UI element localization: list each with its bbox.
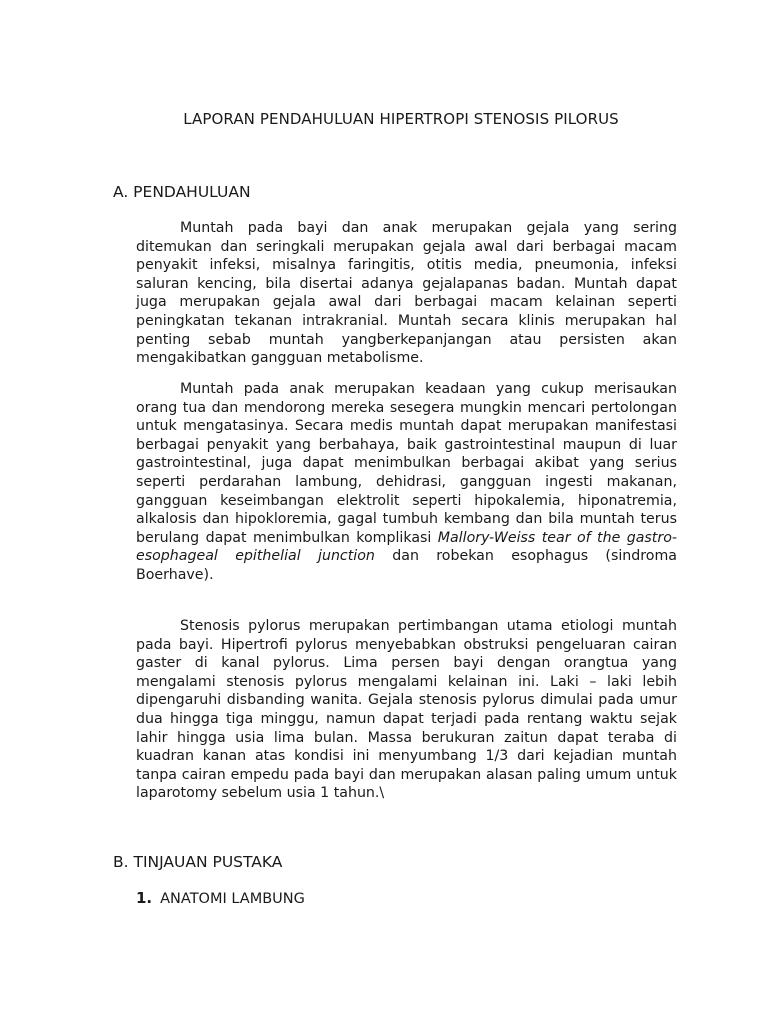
paragraph-2-text-end: dan robekan esophagus (sindroma Boerhave). <box>136 548 677 583</box>
list-item-label: ANATOMI LAMBUNG <box>160 891 305 907</box>
section-b-heading: B. TINJAUAN PUSTAKA <box>113 853 283 871</box>
section-a-heading: A. PENDAHULUAN <box>113 183 251 201</box>
list-item-number: 1. <box>136 889 153 907</box>
paragraph-2 <box>136 380 677 585</box>
paragraph-2-text-start: Muntah pada anak merupakan keadaan yang cukup merisaukan orang tua dan mendorong mereka sesegera mungkin mencari pertolongan untuk mengatasinya. Secara medis muntah dapat merupakan manifestasi berbagai penyakit yang berbahaya, baik gastrointestinal maupun di luar gastrointestinal, juga dapat menimbulkan berbagai akibat yang serius seperti perdarahan lambung, dehidrasi, gangguan ingesti makanan, gangguan keseimbangan elektrolit seperti hipokalemia, hiponatremia, alkalosis dan hipokloremia, gagal tumbuh kembang dan bila muntah terus berulang dapat menimbulkan komplikasi <box>136 381 677 546</box>
document-title: LAPORAN PENDAHULUAN HIPERTROPI STENOSIS PILORUS <box>183 110 619 128</box>
paragraph-3: Stenosis pylorus merupakan pertimbangan utama etiologi muntah pada bayi. Hipertrofi pylorus menyebabkan obstruksi pengeluaran cairan gaster di kanal pylorus. Lima persen bayi dengan orangtua yang mengalami stenosis pylorus mengalami kelainan ini. Laki – laki lebih dipengaruhi disbanding wanita. Gejala stenosis pylorus dimulai pada umur dua hingga tiga minggu, namun dapat terjadi pada rentang waktu sejak lahir hingga usia lima bulan. Massa berukuran zaitun dapat teraba di kuadran kanan atas kondisi ini menyumbang 1/3 dari kejadian muntah tanpa cairan empedu pada bayi dan merupakan alasan paling umum untuk laparotomy sebelum usia 1 tahun.\ <box>136 618 677 802</box>
paragraph-2-italic-term: Mallory-Weiss tear of the gastro-esophageal epithelial junction <box>136 529 677 565</box>
paragraph-1: Muntah pada bayi dan anak merupakan gejala yang sering ditemukan dan seringkali merupakan gejala awal dari berbagai macam penyakit infeksi, misalnya faringitis, otitis media, pneumonia, infeksi saluran kencing, bila disertai adanya gejalapanas badan. Muntah dapat juga merupakan gejala awal dari berbagai macam kelainan seperti peningkatan tekanan intrakranial. Muntah secara klinis merupakan hal penting sebab muntah yangberkepanjangan atau persisten akan mengakibatkan gangguan metabolisme. <box>136 220 677 367</box>
list-item-anatomi-lambung <box>136 889 305 907</box>
